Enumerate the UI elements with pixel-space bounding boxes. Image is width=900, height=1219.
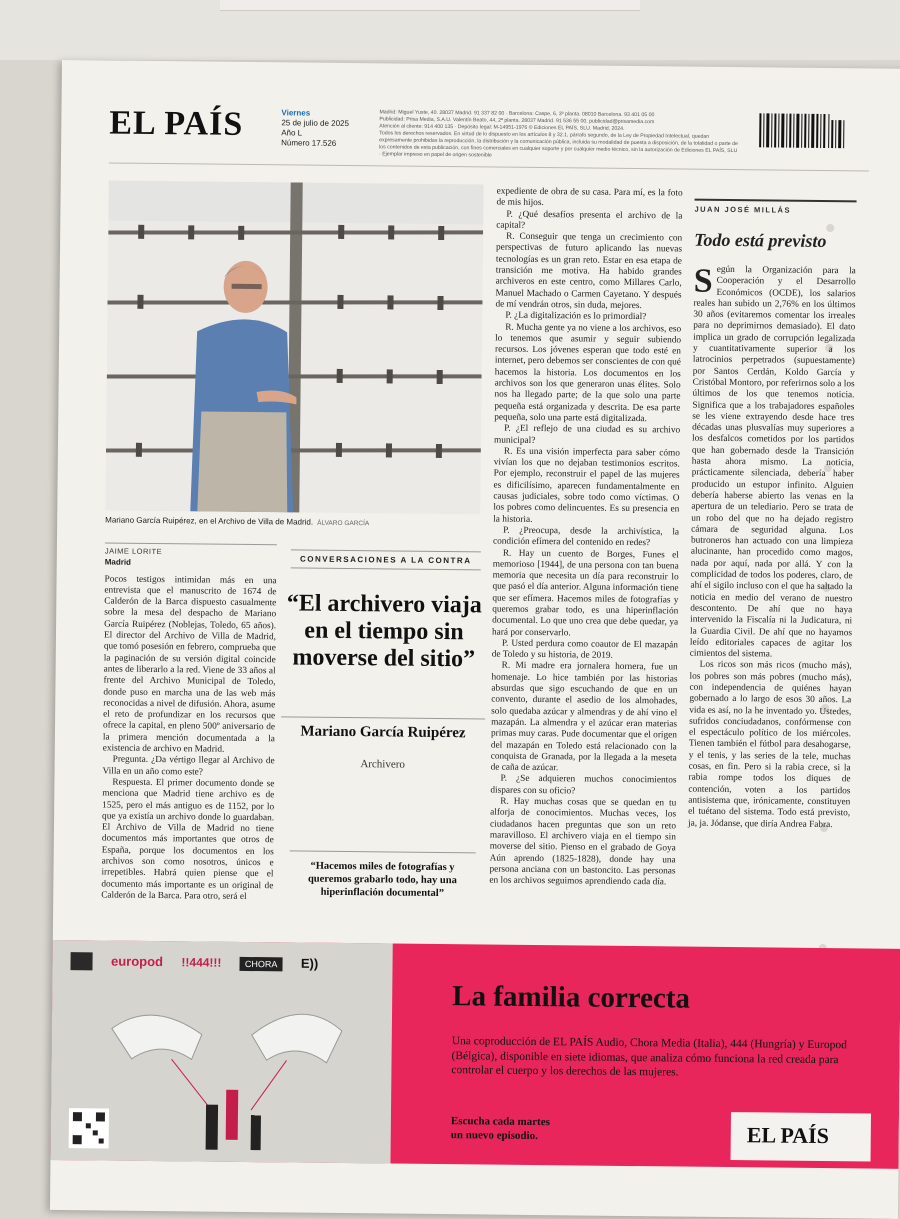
article-paragraph: Pocos testigos intimidan más en una entrevista que el manuscrito de 1674 de Calderón de la Barca dispuesto casualmente sobre la mesa del despacho de Mariano García Ruipérez (Noblejas, Toledo, 65 años). El director del Archivo de Villa de Madrid, que tomó posesión en febrero, comprueba que la paginación de su versión digital coincide antes de liberarlo a la red. Viene de 33 años al frente del Archivo Municipal de Toledo, donde puso en marcha una de las web más reconocidas a nivel de difusión. Ahora, asume el reto de profundizar en los recursos que ofrece la capital, en pleno 500º aniversario de la primera mención documentada a la existencia de archivo en Madrid.	[102, 574, 277, 755]
column-paragraph: Los ricos son más ricos (mucho más), los pobres son más pobres (mucho más), con independencia de quiénes hayan gobernado a lo largo de esos 30 años. La vida es así, no la he inventado yo. Ustedes, sufridos conciudadanos, confórmense con el espectáculo político de los miércoles. Tienen también el fútbol para desahogarse, y el tenis, y las series de la tele, muchas cosas, en fin. Pero si la rabia crece, si la rabia rompe todos los diques de contención, voten a los partidos antisistema que, irónicamente, constituyen el tuétano del sistema. Todo está previsto, ja, ja. Jódanse, que diría Andrea Fabra.	[687, 660, 852, 830]
interviewee-name: Mariano García Ruipérez	[281, 716, 485, 742]
partner-logo-europod: europod	[110, 953, 164, 970]
column-paragraph: egún la Organización para la Cooperación y el Desarrollo Económicos (OCDE), los salarios reales han subido un 2,76% en los últimos 30 años (evitaremos comentar los irreales para no deprimirnos demasiado). El dato implica un grado de corrupción legalizada y cuantitativamente superior a los latrocinios perpetrados (supuestamente) por Santos Cerdán, Koldo García y Cristóbal Montoro, por referirnos solo a los últimos de los que tenemos noticia. Significa que a los trabajadores españoles se les viene extrayendo desde hace tres décadas unas plusvalías muy superiores a los desfalcos cometidos por los partidos que han gobernado desde la Transición hasta ahora mismo. La noticia, prácticamente silenciada, debería haber producido un estupor infinito. Alguien debería haberse abierto las venas en la apertura de un telediario. Pero se trata de un robo del que no ha dejado registro cámara de seguridad alguna. Los butroneros han actuado con una limpieza alucinante, han procedido como magos, nada por aquí, nada por allá. Y con la complicidad de todos los poderes, claro, de ahí el sigilo incluso con el que ha saltado la noticia en medio del verano de nuestro descontento. De ahí que no haya intervenido la Fiscalía ni la Judicatura, ni la Guardia Civil. De ahí que no hayamos leído editoriales capaces de agitar los cimientos del sistema.	[689, 264, 856, 660]
article-paragraph: expediente de obra de su casa. Para mí, es la foto de mis hijos.	[496, 186, 683, 209]
article-column-3	[489, 187, 682, 889]
newspaper-logo: EL PAÍS	[109, 104, 244, 143]
interviewee-role: Archivero	[360, 758, 405, 771]
ad-brand-box	[731, 1112, 871, 1161]
eu-flag-icon	[70, 952, 92, 970]
barcode	[757, 111, 847, 156]
issue-number: Número 17.526	[281, 138, 337, 148]
column-title: Todo está previsto	[694, 229, 827, 252]
photo-credit: ÁLVARO GARCÍA	[317, 519, 370, 528]
interview-photo	[105, 180, 483, 514]
caption-text: Mariano García Ruipérez, en el Archivo de Villa de Madrid.	[105, 515, 314, 527]
imprint-line: Todos los derechos reservados. En virtud de lo dispuesto en los artículos 8 y 32.1, párrafo segundo, de la Ley de Propiedad Intelectual, quedan expresamente prohibidas la reproducción, la distribución y la comunicación pública, incluida su modalidad de puesta a disposición, de la totalidad o parte de los contenidos de esta publicación, con fines comerciales en cualquier soporte y por cualquier medio técnico, sin la autorización de Ediciones EL PAÍS, SLU · Ejemplar impreso en papel de origen sostenible	[378, 130, 738, 159]
article-paragraph: R. Es una visión imperfecta para saber cómo vivían los que no dejaban testimonios escritos. Por ejemplo, reconstruir el papel de las mujeres es dificilísimo, aparecen fundamentalmente en causas judiciales, sobre todo como víctimas. O los pobres como delincuentes. Es su presencia en la historia.	[493, 446, 680, 525]
article-column-1	[101, 542, 277, 903]
ad-cta-line: Escucha cada martes	[450, 1115, 550, 1129]
photo-illustration	[105, 180, 483, 514]
imprint-line: Publicidad: Prisa Media, S.A.U. Valentín Beato, 44, 2ª planta. 28037 Madrid. 91 536 55 00. publicidad@prisamedia.com	[379, 116, 655, 126]
table-background	[0, 0, 900, 60]
pull-quote: “Hacemos miles de fotografías y queremos grabarlo todo, hay una hiperinflación documental”	[289, 850, 475, 900]
date-block	[281, 108, 349, 149]
partner-logos	[70, 952, 370, 985]
article-paragraph: R. Mucha gente ya no viene a los archivos, eso lo tenemos que asumir y seguir subiendo recursos. Los jóvenes esperan que todo esté en internet, pero debemos ser conscientes de con qué hacemos la historia. Los documentos en los archivos son los que generaron unas élites. Solo nos ha llegado parte; de la que solo una parte pequeña está organizada y descrita. De esa parte pequeña, solo una parte está digitalizada.	[494, 322, 682, 425]
masthead	[109, 101, 870, 172]
article-paragraph: Pregunta. ¿Da vértigo llegar al Archivo de Villa en un año como este?	[102, 754, 275, 778]
article-paragraph: P. ¿La digitalización es lo primordial?	[505, 310, 647, 323]
ad-illustration-panel	[50, 940, 392, 1164]
article-paragraph: R. Mi madre era jornalera hornera, fue un homenaje. Lo hice también por las historias absurdas que sigo escuchando de que en un convento, durante el asedio de los almohades, solo quedaba azúcar y almendras y de ahí vino el mazapán. La almendra y el azúcar eran materias primas muy caras. Pude documentar que el origen del mazapán en Toledo está relacionado con la conquista de Granada, por la llegada a la meseta de caña de azúcar.	[490, 661, 678, 774]
date: 25 de julio de 2025	[281, 118, 350, 129]
ad-cta-line: un nuevo episodio.	[450, 1129, 538, 1143]
article-location: Madrid	[104, 557, 132, 568]
column-text	[687, 262, 856, 832]
drop-cap: S	[693, 262, 713, 300]
ad-title: La familia correcta	[452, 980, 691, 1015]
section-label: CONVERSACIONES A LA CONTRA	[291, 549, 481, 570]
underlying-paper-edge	[220, 0, 640, 11]
article-paragraph: P. ¿Preocupa, desde la archivística, la condición efímera del contenido en redes?	[492, 525, 680, 549]
year: Año L	[281, 128, 303, 138]
opinion-column	[688, 199, 857, 832]
photo-caption	[105, 515, 485, 528]
imprint-line: Madrid: Miguel Yuste, 40. 28037 Madrid. 91 337 82 00 · Barcelona: Caspe, 6, 3ª planta. 08010 Barcelona. 93 401 05 00	[379, 109, 655, 119]
puppet-hands-illustration	[51, 988, 393, 1162]
imprint-line: Atención al cliente: 914 400 135 · Depósito legal: M-14951-1976 © Ediciones EL PAÍS, SLU. Madrid, 2024.	[379, 123, 625, 132]
article-paragraph: R. Hay un cuento de Borges, Funes el memorioso [1944], de una persona con tan buena memoria que necesita un día para reconstruir lo que pasó el día anterior. Alguna información tiene que ser efímera. Hacemos miles de fotografías y queremos grabar todo, es una hiperinflación documental. Lo que uno crea que debe quedar, ya hará por conservarlo.	[491, 548, 679, 638]
newspaper-page	[50, 60, 900, 1219]
weekday: Viernes	[281, 108, 311, 118]
partner-logo-444: !!444!!!	[181, 955, 222, 970]
article-byline: JAIME LORITE	[105, 542, 277, 558]
article-paragraph: P. ¿El reflejo de una ciudad es su archivo municipal?	[493, 423, 681, 446]
ad-brand-logo: EL PAÍS	[746, 1122, 830, 1149]
article-paragraph: Respuesta. El primer documento donde se menciona que Madrid tiene archivo es de 1525, pero el más antiguo es de 1152, por lo que ya existía un archivo donde lo guardaban. El Archivo de Villa de Madrid no tiene documentos más importantes que otros de España, porque los documentos en los archivos son como nosotros, únicos e irrepetibles. Habrá quien piense que el documento más importante es un original de Calderón de la Barca. Para otro, será el	[101, 777, 275, 902]
ad-description: Una coproducción de EL PAÍS Audio, Chora Media (Italia), 444 (Hungría) y Europod (Bélgica), disponible en siete idiomas, que analiza cómo funciona la red creada para controlar el cuerpo y los derechos de las mujeres.	[451, 1035, 847, 1079]
imprint	[379, 109, 739, 162]
podcast-advertisement[interactable]	[50, 940, 900, 1169]
column-author: JUAN JOSÉ MILLÁS	[694, 204, 792, 215]
partner-logo-chora: CHORA	[240, 957, 283, 971]
partner-logo-elpais-audio: E))	[300, 955, 319, 971]
article-paragraph: P. ¿Se adquieren muchos conocimientos dispares con su oficio?	[490, 774, 677, 797]
article-paragraph: R. Hay muchas cosas que se quedan en tu alforja de conocimientos. Muchas veces, los ciudadanos hacen preguntas que son un reto maravilloso. El archivero viaja en el tiempo sin moverse del sitio. Pienso en el grabado de Goya Aún aprendo (1825-1828), donde hay una persona anciana con un bastoncito. Las personas en los archivos seguimos aprendiendo cada día.	[489, 796, 677, 888]
article-paragraph: P. Usted perdura como coautor de El mazapán de Toledo y su historia, de 2019.	[491, 638, 678, 661]
article-paragraph: R. Conseguir que tenga un crecimiento con perspectivas de futuro aplicando las nuevas tecnologías es un gran reto. Estar en esa etapa de transición me motiva. Ha habido grandes archiveros en este centro, como Millares Carlo, Manuel Machado o Carmen Cayetano. Y después de mí vendrán otros, sin duda, mejores.	[495, 231, 683, 312]
article-paragraph: P. ¿Qué desafíos presenta el archivo de la capital?	[496, 209, 683, 231]
article-headline: “El archivero viaja en el tiempo sin moverse del sitio”	[286, 590, 482, 673]
ad-call-to-action	[451, 1114, 550, 1143]
